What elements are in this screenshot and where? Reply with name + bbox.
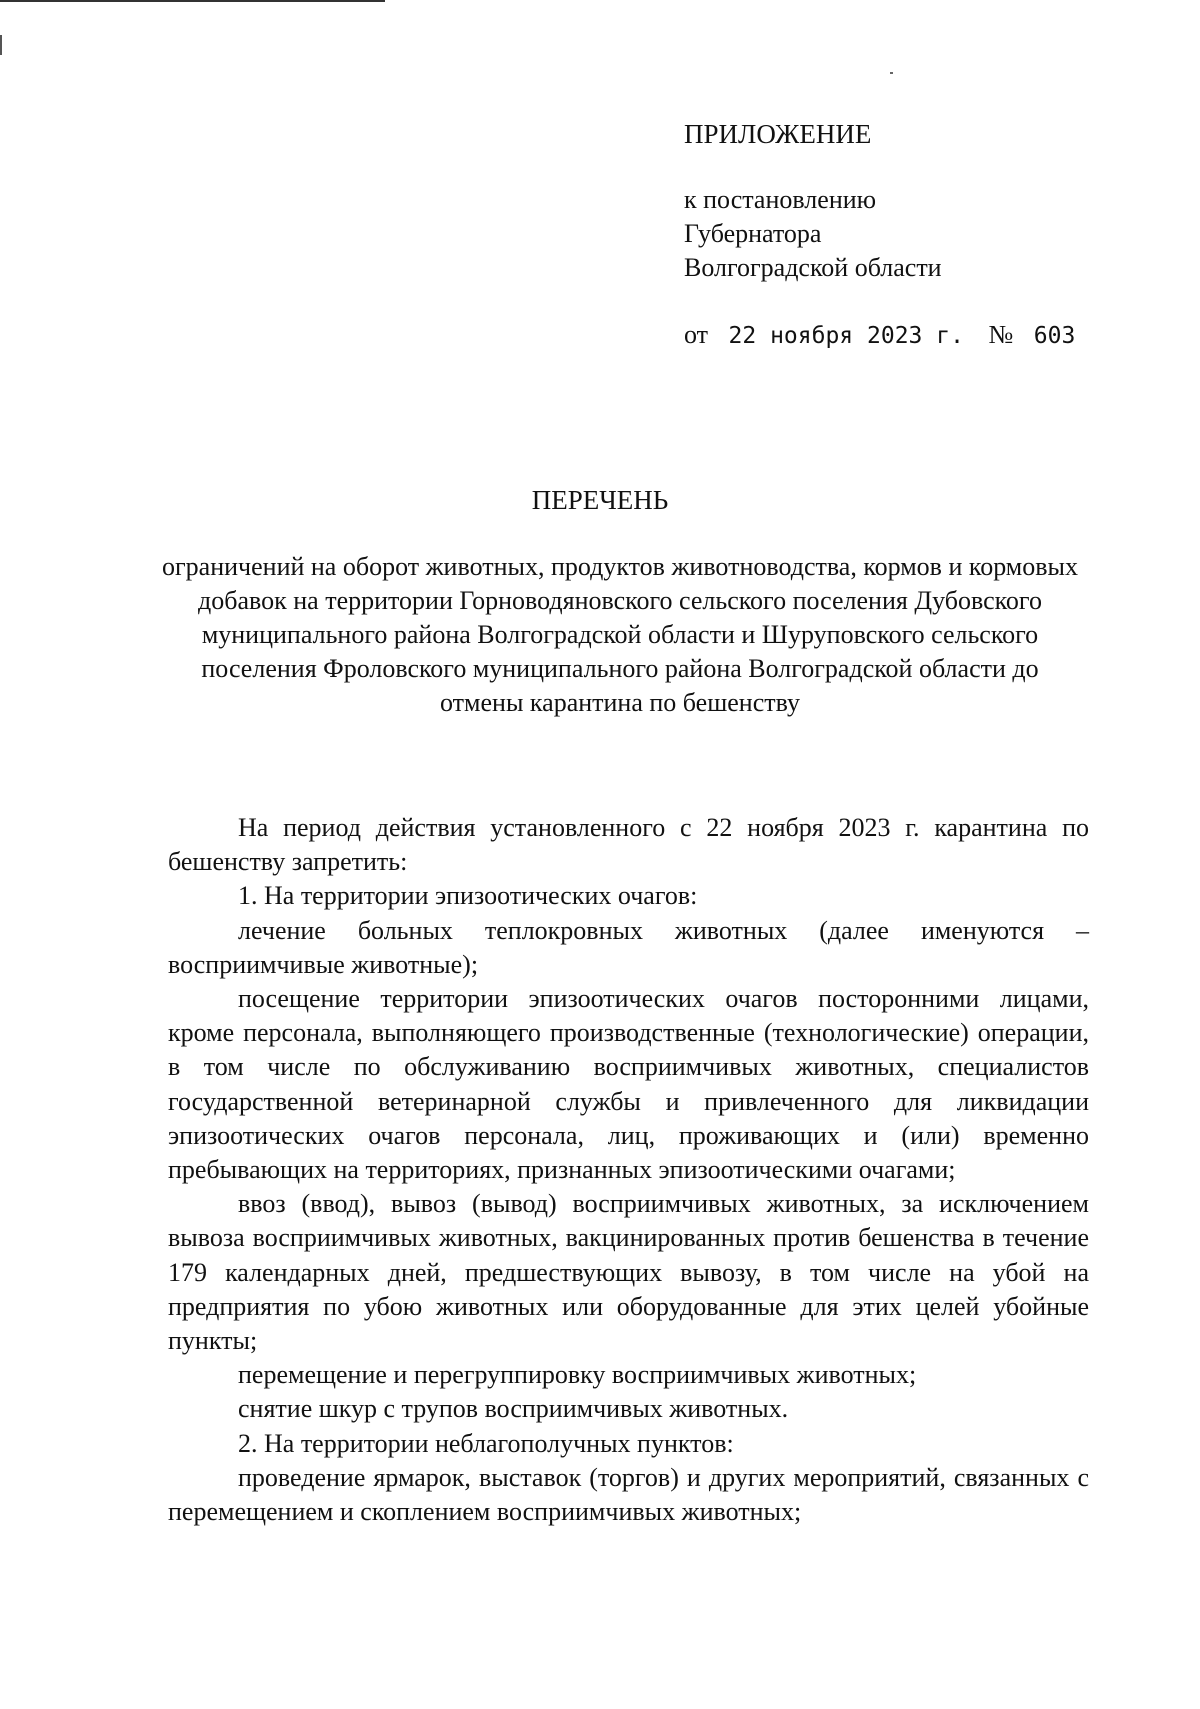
approval-block bbox=[684, 118, 1164, 353]
paragraph-section-1: 1. На территории эпизоотических очагов: bbox=[238, 881, 698, 911]
document-subtitle: ограничений на оборот животных, продуктов животноводства, кормов и кормовых добавок на территории Горноводяновского сельского поселения Дубовского муниципального района Волгоградской области и Шуруповского сельского поселения Фроловского муниципального района Волгоградской области до отмены карантина по бешенству bbox=[162, 552, 1078, 717]
paragraph-visiting: посещение территории эпизоотических очагов посторонними лицами, кроме персонала, выполняющего производственные (технологические) операции, в том числе по обслуживанию восприимчивых животных, специалистов государственной ветеринарной службы и привлеченного для ликвидации эпизоотических очагов персонала, лиц, проживающих и (или) временно пребывающих на территориях, признанных эпизоотическими очагами; bbox=[168, 984, 1089, 1185]
approval-title: ПРИЛОЖЕНИЕ bbox=[684, 119, 872, 149]
number-sign: № bbox=[988, 320, 1014, 349]
date-prefix: от bbox=[684, 320, 709, 349]
decree-date-number bbox=[684, 318, 1164, 353]
paragraph-section-2: 2. На территории неблагополучных пунктов: bbox=[238, 1428, 734, 1458]
paragraph-fairs: проведение ярмарок, выставок (торгов) и других мероприятий, связанных с перемещением и скоплением восприимчивых животных; bbox=[168, 1462, 1089, 1527]
decree-number: 603 bbox=[1033, 323, 1076, 349]
approval-line-governor: Губернатора bbox=[684, 219, 822, 248]
decree-date: 22 ноября 2023 г. bbox=[728, 323, 964, 349]
paragraph-intro: На период действия установленного с 22 ноября 2023 г. карантина по бешенству запретить: bbox=[168, 813, 1089, 877]
approval-line-decree: к постановлению bbox=[684, 185, 877, 214]
document-body bbox=[168, 811, 1089, 1529]
paragraph-treatment: лечение больных теплокровных животных (далее именуются – восприимчивые животные); bbox=[168, 915, 1089, 979]
scan-edge-mark-top bbox=[0, 0, 385, 2]
paragraph-import-export: ввоз (ввод), вывоз (вывод) восприимчивых животных, за исключением вывоза восприимчивых животных, вакцинированных против бешенства в течение 179 календарных дней, предшествующих вывозу, в том числе на убой на предприятия по убою животных или оборудованные для этих целей убойные пункты; bbox=[168, 1189, 1089, 1356]
scan-speck bbox=[890, 72, 893, 74]
scan-edge-mark-left bbox=[0, 35, 2, 55]
paragraph-regrouping: перемещение и перегруппировку восприимчивых животных; bbox=[238, 1360, 917, 1390]
approval-line-region: Волгоградской области bbox=[684, 253, 942, 282]
paragraph-skinning: снятие шкур с трупов восприимчивых животных. bbox=[238, 1394, 789, 1424]
document-title: ПЕРЕЧЕНЬ bbox=[531, 485, 669, 515]
